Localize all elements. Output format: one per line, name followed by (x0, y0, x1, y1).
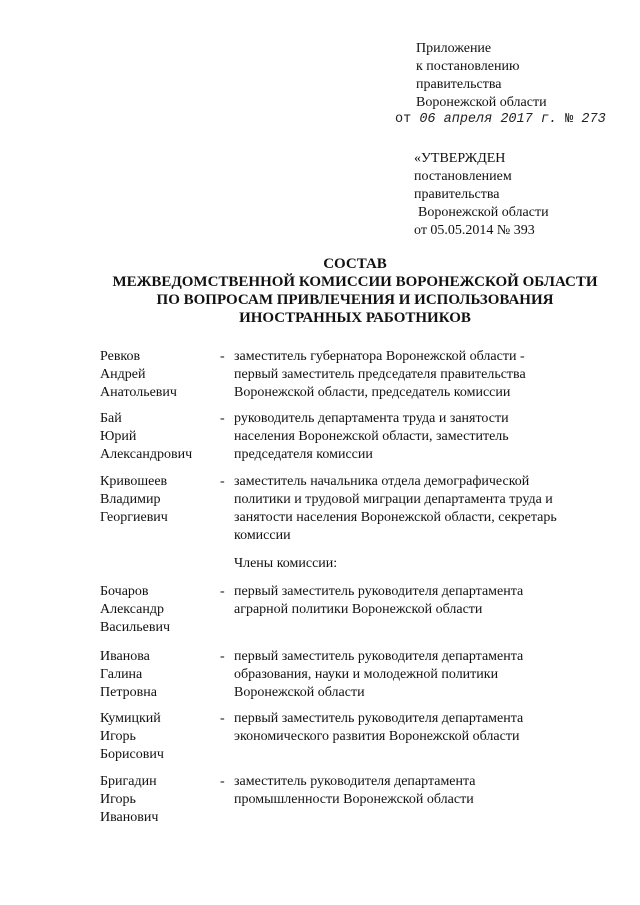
separator-dash: - (220, 774, 225, 789)
member-surname: Бочаров (100, 584, 149, 599)
stamp-number: 273 (581, 112, 606, 127)
member-position (234, 583, 609, 619)
member-position (234, 648, 609, 702)
member-patronymic: Борисович (100, 747, 164, 762)
member-patronymic: Иванович (100, 810, 159, 825)
position-line: занятости населения Воронежской области, секретарь (234, 510, 557, 525)
member-surname: Кривошеев (100, 474, 168, 489)
member-name (100, 710, 210, 764)
position-line: экономического развития Воронежской области (234, 729, 520, 744)
position-line: аграрной политики Воронежской области (234, 602, 483, 617)
separator-dash: - (220, 584, 225, 599)
separator-dash: - (220, 411, 225, 426)
separator-dash: - (220, 649, 225, 664)
member-name (100, 583, 210, 637)
separator-dash: - (220, 349, 225, 364)
stamp-prefix: от (395, 112, 412, 127)
position-line: образования, науки и молодежной политики (234, 667, 499, 682)
member-surname: Кумицкий (100, 711, 161, 726)
member-patronymic: Петровна (100, 685, 157, 700)
member-position (234, 473, 609, 545)
title-line: ПО ВОПРОСАМ ПРИВЛЕЧЕНИЯ И ИСПОЛЬЗОВАНИЯ (156, 292, 554, 308)
position-line: первый заместитель председателя правительства (234, 367, 526, 382)
member-patronymic: Васильевич (100, 620, 170, 635)
approved-line: постановлением (414, 169, 512, 184)
member-position (234, 348, 609, 402)
document-title (60, 255, 640, 327)
appendix-block (416, 40, 547, 112)
member-patronymic: Анатольевич (100, 385, 177, 400)
position-line: первый заместитель руководителя департамента (234, 584, 524, 599)
approved-line: от 05.05.2014 № 393 (414, 223, 535, 238)
member-surname: Бригадин (100, 774, 157, 789)
position-line: комиссии (234, 528, 291, 543)
member-surname: Иванова (100, 649, 150, 664)
position-line: первый заместитель руководителя департамента (234, 711, 524, 726)
position-line: политики и трудовой миграции департамента труда и (234, 492, 553, 507)
position-line: заместитель начальника отдела демографической (234, 474, 530, 489)
member-position (234, 773, 609, 809)
member-first-name: Игорь (100, 729, 136, 744)
separator-dash: - (220, 474, 225, 489)
separator-dash: - (220, 711, 225, 726)
member-first-name: Галина (100, 667, 143, 682)
position-line: промышленности Воронежской области (234, 792, 474, 807)
member-surname: Ревков (100, 349, 141, 364)
member-position (234, 410, 609, 464)
position-line: председателя комиссии (234, 447, 373, 462)
member-first-name: Игорь (100, 792, 136, 807)
appendix-line: правительства (416, 77, 502, 92)
approved-line: правительства (414, 187, 500, 202)
position-line: заместитель губернатора Воронежской области - (234, 349, 525, 364)
member-name (100, 648, 210, 702)
position-line: руководитель департамента труда и занятости (234, 411, 509, 426)
position-line: Воронежской области (234, 685, 365, 700)
member-name (100, 410, 210, 464)
approved-block (414, 150, 549, 240)
member-name (100, 773, 210, 827)
member-first-name: Владимир (100, 492, 161, 507)
appendix-line: Приложение (416, 41, 492, 56)
position-line: Воронежской области, председатель комиссии (234, 385, 511, 400)
member-first-name: Александр (100, 602, 164, 617)
registration-stamp (395, 112, 606, 127)
stamp-number-sign: № (565, 112, 574, 127)
member-name (100, 348, 210, 402)
position-line: заместитель руководителя департамента (234, 774, 476, 789)
member-first-name: Юрий (100, 429, 137, 444)
member-name (100, 473, 210, 527)
approved-line: Воронежской области (418, 205, 549, 220)
approved-line: «УТВЕРЖДЕН (414, 151, 506, 166)
appendix-line: Воронежской области (416, 95, 547, 110)
title-line: МЕЖВЕДОМСТВЕННОЙ КОМИССИИ ВОРОНЕЖСКОЙ ОБЛАСТИ (112, 274, 598, 290)
title-line: СОСТАВ (323, 256, 387, 272)
appendix-line: к постановлению (416, 59, 520, 74)
member-patronymic: Георгиевич (100, 510, 168, 525)
member-patronymic: Александрович (100, 447, 193, 462)
member-position (234, 710, 609, 746)
stamp-date: 06 апреля 2017 г. (419, 112, 558, 127)
title-line: ИНОСТРАННЫХ РАБОТНИКОВ (239, 310, 471, 326)
position-line: населения Воронежской области, заместитель (234, 429, 509, 444)
member-first-name: Андрей (100, 367, 146, 382)
members-label: Члены комиссии: (234, 556, 338, 571)
member-surname: Бай (100, 411, 122, 426)
position-line: первый заместитель руководителя департамента (234, 649, 524, 664)
